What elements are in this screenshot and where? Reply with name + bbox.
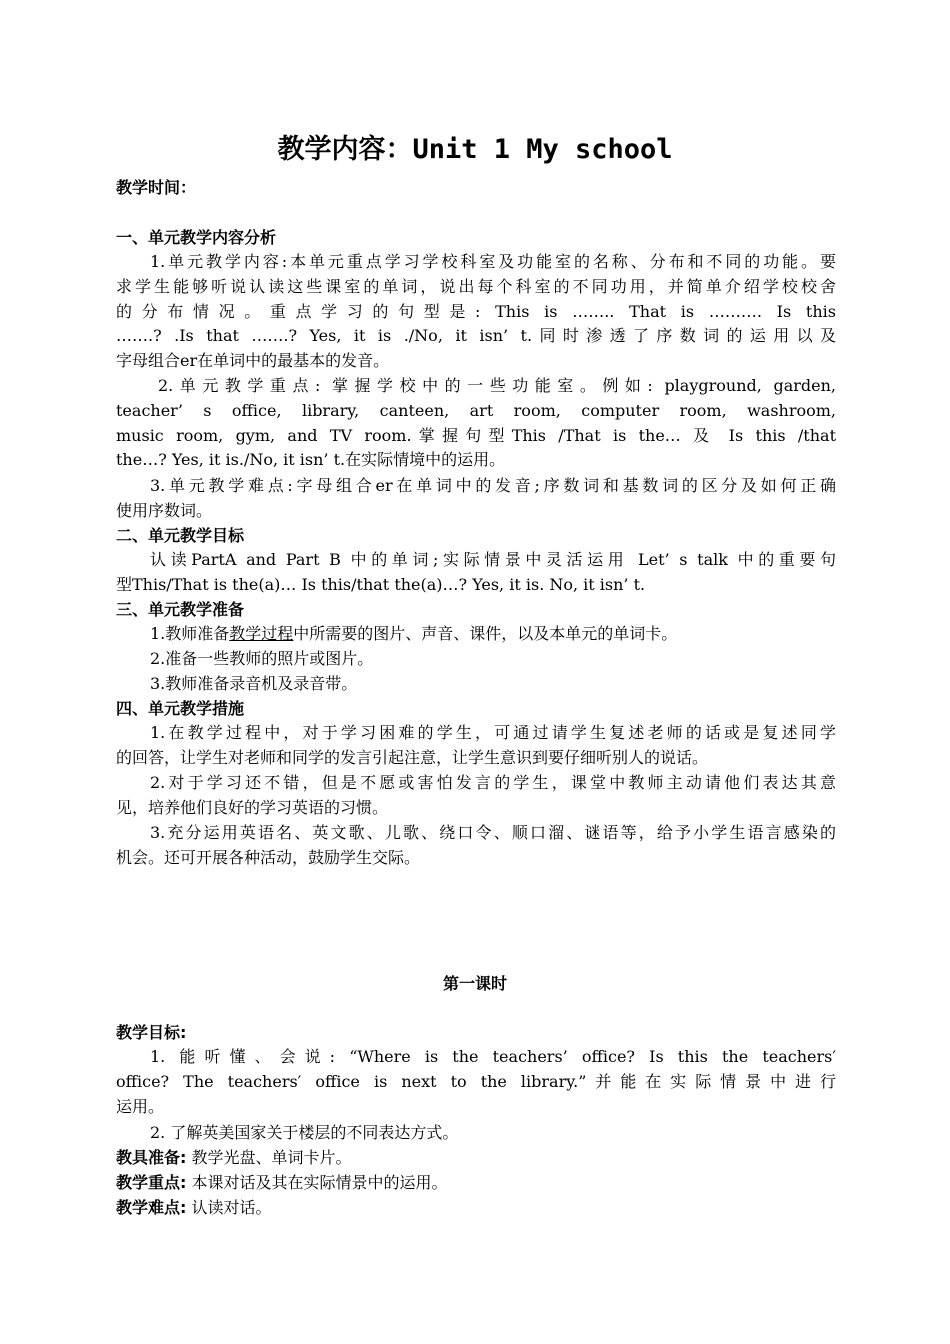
section-4-paragraph-1 [116, 721, 836, 771]
text-line: 的回答，让学生对老师和同学的发言引起注意，让学生意识到要仔细听别人的说话。 [116, 747, 709, 767]
teaching-time-label: 教学时间： [116, 178, 197, 197]
prep-item-2: 2.准备一些教师的照片或图片。 [150, 649, 374, 668]
focus-line [116, 1171, 448, 1195]
section-1-paragraph-1 [116, 250, 836, 374]
section-1-heading: 一、单元教学内容分析 [116, 228, 277, 247]
text-line: 的分布情况。重点学习的句型是: This is …….. That is ………. Is this [116, 301, 836, 321]
prep-item-1 [150, 622, 677, 646]
focus-label: 教学重点: [116, 1173, 187, 1192]
section-2-heading: 二、单元教学目标 [116, 526, 245, 545]
text-line: 2.单元教学重点: 掌握学校中的一些功能室。例如: playground, garden, [158, 376, 836, 395]
text-line: 认读PartA and Part B 中的单词;实际情景中灵活运用 Let’ s talk 中的重要句 [150, 550, 836, 569]
goal-2: 2. 了解英美国家关于楼层的不同表达方式。 [150, 1123, 459, 1142]
focus-value: 本课对话及其在实际情景中的运用。 [186, 1173, 448, 1192]
text-line: 求学生能够听说认读这些课室的单词，说出每个科室的不同功用，并简单介绍学校校舍 [116, 276, 836, 296]
text-line: 见，培养他们良好的学习英语的习惯。 [116, 797, 389, 817]
difficulty-value: 认读对话。 [186, 1198, 272, 1217]
text-line: office? The teachers′ office is next to the library.”并能在实际情景中进行 [116, 1071, 836, 1091]
text-line: music room, gym, and TV room.掌握句型This /That is the… 及 Is this /that [116, 425, 836, 445]
tools-label: 教具准备: [116, 1148, 187, 1167]
goal-1-paragraph [116, 1045, 836, 1119]
section-4-heading: 四、单元教学措施 [116, 699, 245, 718]
goals-label: 教学目标: [116, 1023, 187, 1042]
difficulty-line [116, 1196, 272, 1220]
text-line: 机会。还可开展各种活动，鼓励学生交际。 [116, 847, 421, 867]
text-line: 字母组合er在单词中的最基本的发音。 [116, 351, 390, 371]
document-title: 教学内容：Unit 1 My school [277, 134, 673, 165]
prep-item-1-prefix: 1.教师准备 [150, 624, 230, 643]
lesson-heading: 第一课时 [442, 974, 507, 993]
text-line: 运用。 [116, 1096, 165, 1116]
teaching-process-underlined: 教学过程 [229, 624, 294, 643]
section-4-paragraph-3 [116, 821, 836, 871]
text-line: 1. 能听懂、会说: “Where is the teachers’ office? Is this the teachers′ [150, 1047, 836, 1066]
text-line: 1.在教学过程中，对于学习困难的学生，可通过请学生复述老师的话或是复述同学 [150, 723, 836, 742]
text-line: teacher’ s office, library, canteen, art room, computer room, washroom, [116, 400, 836, 420]
text-line: 3.充分运用英语名、英文歌、儿歌、绕口令、顺口溜、谜语等，给予小学生语言感染的 [150, 823, 836, 842]
tools-line [116, 1146, 352, 1170]
text-line: 使用序数词。 [116, 500, 213, 520]
section-4-paragraph-2 [116, 771, 836, 821]
text-line: the…? Yes, it is./No, it isn’ t.在实际情境中的运用。 [116, 450, 506, 470]
section-1-paragraph-3 [116, 474, 836, 524]
difficulty-label: 教学难点: [116, 1198, 187, 1217]
section-3-heading: 三、单元教学准备 [116, 600, 245, 619]
section-1-paragraph-2 [116, 374, 836, 473]
text-line: 型This/That is the(a)… Is this/that the(a)…? Yes, it is. No, it isn’ t. [116, 574, 646, 594]
text-line: 3.单元教学难点:字母组合er在单词中的发音;序数词和基数词的区分及如何正确 [150, 476, 836, 495]
prep-item-3: 3.教师准备录音机及录音带。 [150, 674, 358, 693]
text-line: 1.单元教学内容:本单元重点学习学校科室及功能室的名称、分布和不同的功能。要 [150, 252, 836, 271]
prep-item-1-suffix: 中所需要的图片、声音、课件，以及本单元的单词卡。 [293, 624, 678, 643]
text-line: 2.对于学习还不错，但是不愿或害怕发言的学生，课堂中教师主动请他们表达其意 [150, 773, 836, 792]
text-line: …….? .Is that …….? Yes, it is ./No, it isn’ t.同时渗透了序数词的运用以及 [116, 326, 836, 346]
section-2-paragraph [116, 548, 836, 598]
tools-value: 教学光盘、单词卡片。 [186, 1148, 352, 1167]
